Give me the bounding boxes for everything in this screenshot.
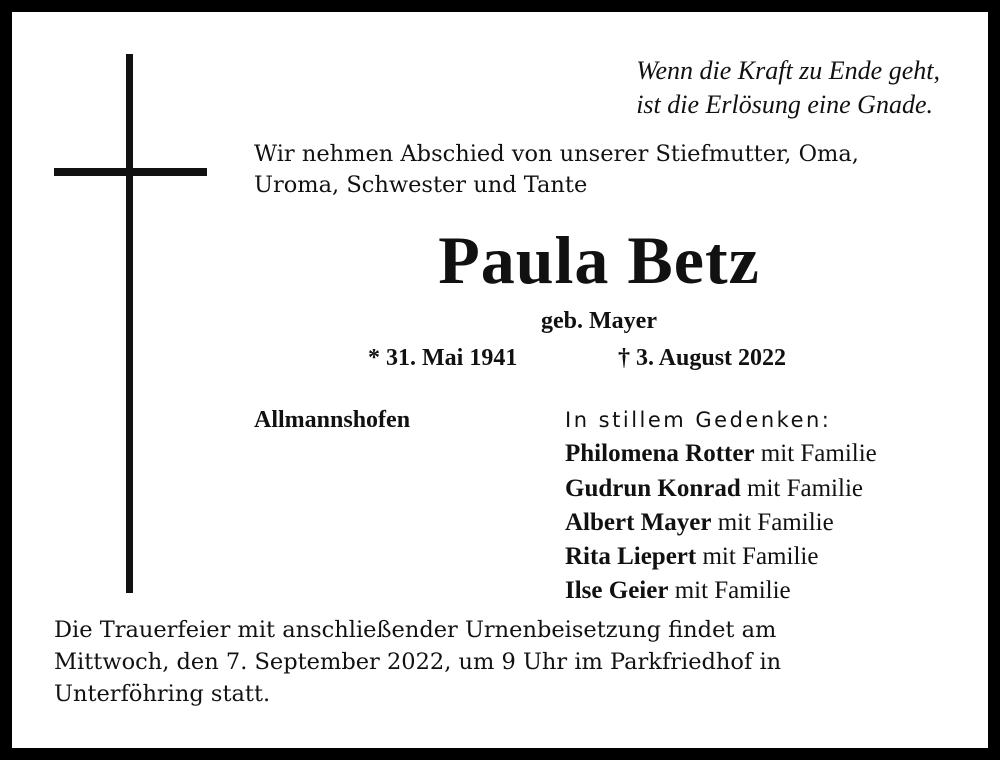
- cross-icon-horizontal-bar: [54, 168, 207, 176]
- birth-name: geb. Mayer: [541, 308, 657, 334]
- mourner-suffix: mit Familie: [696, 543, 819, 571]
- mourner-row: [565, 540, 877, 574]
- motto-line-1: Wenn die Kraft zu Ende geht,: [636, 56, 940, 85]
- mourner-name: Gudrun Konrad: [565, 474, 741, 502]
- intro-text: [254, 139, 974, 201]
- place-name: Allmannshofen: [254, 407, 411, 433]
- motto-quote: [636, 54, 940, 122]
- funeral-notice-line-1: Die Trauerfeier mit anschließender Urnenbeisetzung findet am: [54, 617, 777, 643]
- deceased-name: Paula Betz: [438, 222, 760, 298]
- funeral-notice: [54, 614, 954, 710]
- mourner-row: [565, 472, 877, 506]
- mourner-row: [565, 574, 877, 608]
- funeral-notice-line-2: Mittwoch, den 7. September 2022, um 9 Uhr im Parkfriedhof in: [54, 649, 782, 675]
- mourner-suffix: mit Familie: [740, 474, 863, 502]
- cross-icon-vertical-bar: [126, 54, 133, 593]
- mourner-row: [565, 437, 877, 471]
- obituary-card: [12, 12, 988, 748]
- birth-date: * 31. Mai 1941: [368, 345, 518, 371]
- mourner-row: [565, 506, 877, 540]
- mourner-name: Albert Mayer: [565, 508, 712, 536]
- mourner-suffix: mit Familie: [668, 577, 791, 605]
- mourner-name: Rita Liepert: [565, 543, 697, 571]
- mourners-heading: In stillem Gedenken:: [565, 408, 832, 432]
- mourner-name: Philomena Rotter: [565, 440, 755, 468]
- intro-line-2: Uroma, Schwester und Tante: [254, 172, 588, 198]
- intro-line-1: Wir nehmen Abschied von unserer Stiefmutter, Oma,: [254, 141, 859, 167]
- mourner-name: Ilse Geier: [565, 577, 669, 605]
- motto-line-2: ist die Erlösung eine Gnade.: [636, 90, 933, 119]
- mourner-suffix: mit Familie: [754, 440, 877, 468]
- mourners-list: [565, 403, 877, 609]
- funeral-notice-line-3: Unterföhring statt.: [54, 681, 271, 707]
- mourner-suffix: mit Familie: [711, 508, 834, 536]
- death-date: † 3. August 2022: [618, 345, 787, 371]
